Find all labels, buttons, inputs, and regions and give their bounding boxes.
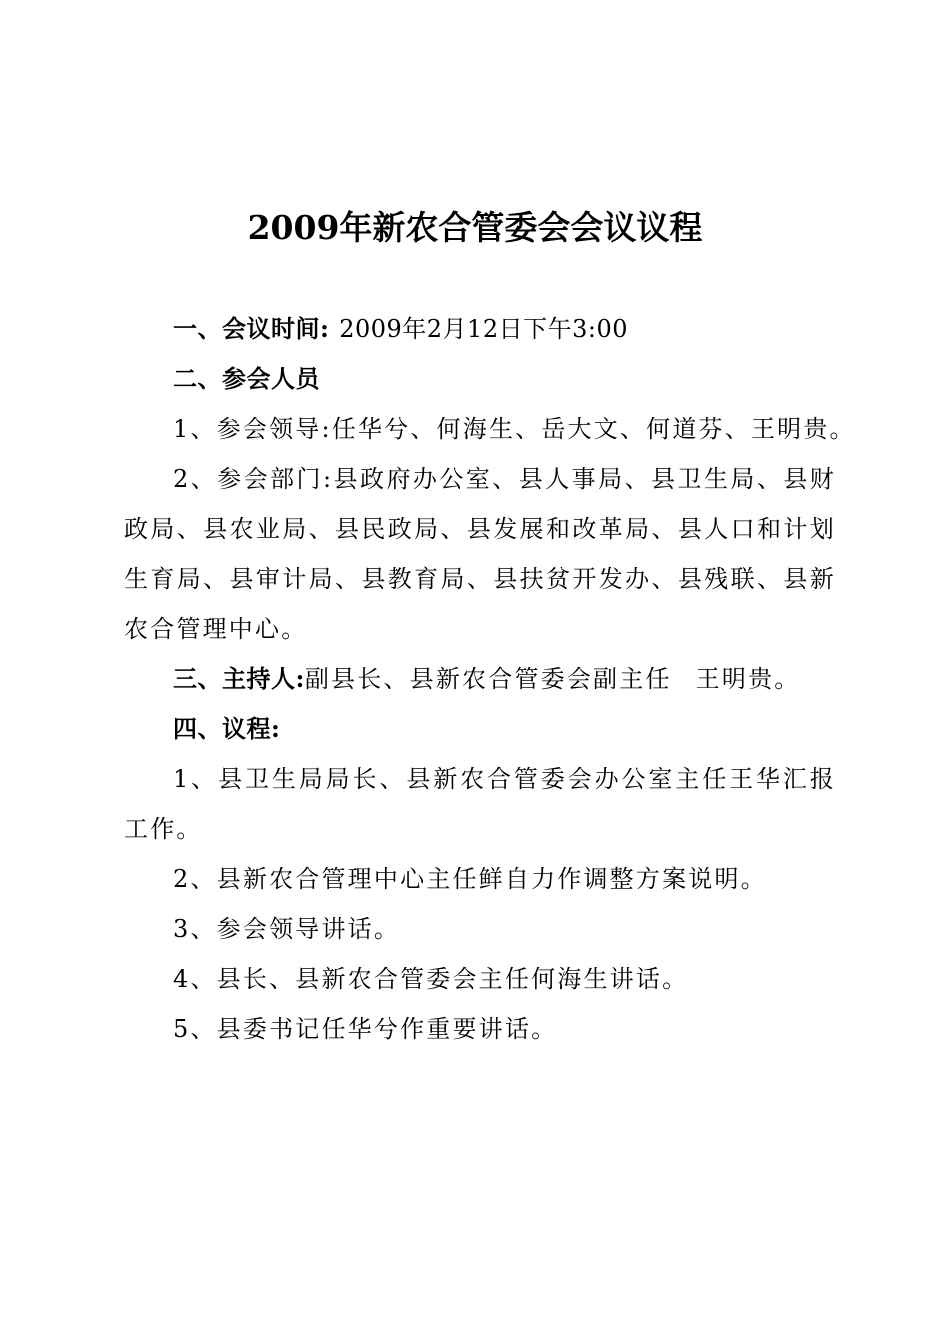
agenda-item: 5、县委书记任华兮作重要讲话。 bbox=[173, 1015, 558, 1043]
document-title: 2009年新农合管委会会议议程 bbox=[247, 208, 703, 247]
attendees-heading: 二、参会人员 bbox=[173, 364, 320, 393]
agenda-heading: 四、议程: bbox=[173, 714, 281, 743]
meeting-time-value: 2009年2月12日下午3:00 bbox=[339, 315, 628, 343]
agenda-item: 1、县卫生局局长、县新农合管委会办公室主任王华汇报工作。 bbox=[124, 765, 836, 843]
meeting-time-heading: 一、会议时间: bbox=[173, 314, 330, 343]
host-heading: 三、主持人: bbox=[173, 664, 305, 693]
attendees-leaders: 1、参会领导:任华兮、何海生、岳大文、何道芬、王明贵。 bbox=[173, 415, 856, 443]
agenda-item: 3、参会领导讲话。 bbox=[173, 915, 401, 943]
agenda-item: 2、县新农合管理中心主任鲜自力作调整方案说明。 bbox=[173, 865, 767, 893]
document-body bbox=[124, 304, 856, 1054]
attendees-heading-line bbox=[124, 354, 836, 404]
agenda-heading-line bbox=[124, 704, 836, 754]
host-line bbox=[124, 654, 836, 704]
host-value: 副县长、县新农合管委会副主任 bbox=[304, 665, 672, 693]
meeting-time-line bbox=[124, 304, 836, 354]
host-name: 王明贵。 bbox=[695, 665, 801, 693]
agenda-item: 4、县长、县新农合管委会主任何海生讲话。 bbox=[173, 965, 689, 993]
attendees-departments: 2、参会部门:县政府办公室、县人事局、县卫生局、县财政局、县农业局、县民政局、县发展和改革局、县人口和计划生育局、县审计局、县教育局、县扶贫开发办、县残联、县新农合管理中心。 bbox=[124, 465, 836, 643]
